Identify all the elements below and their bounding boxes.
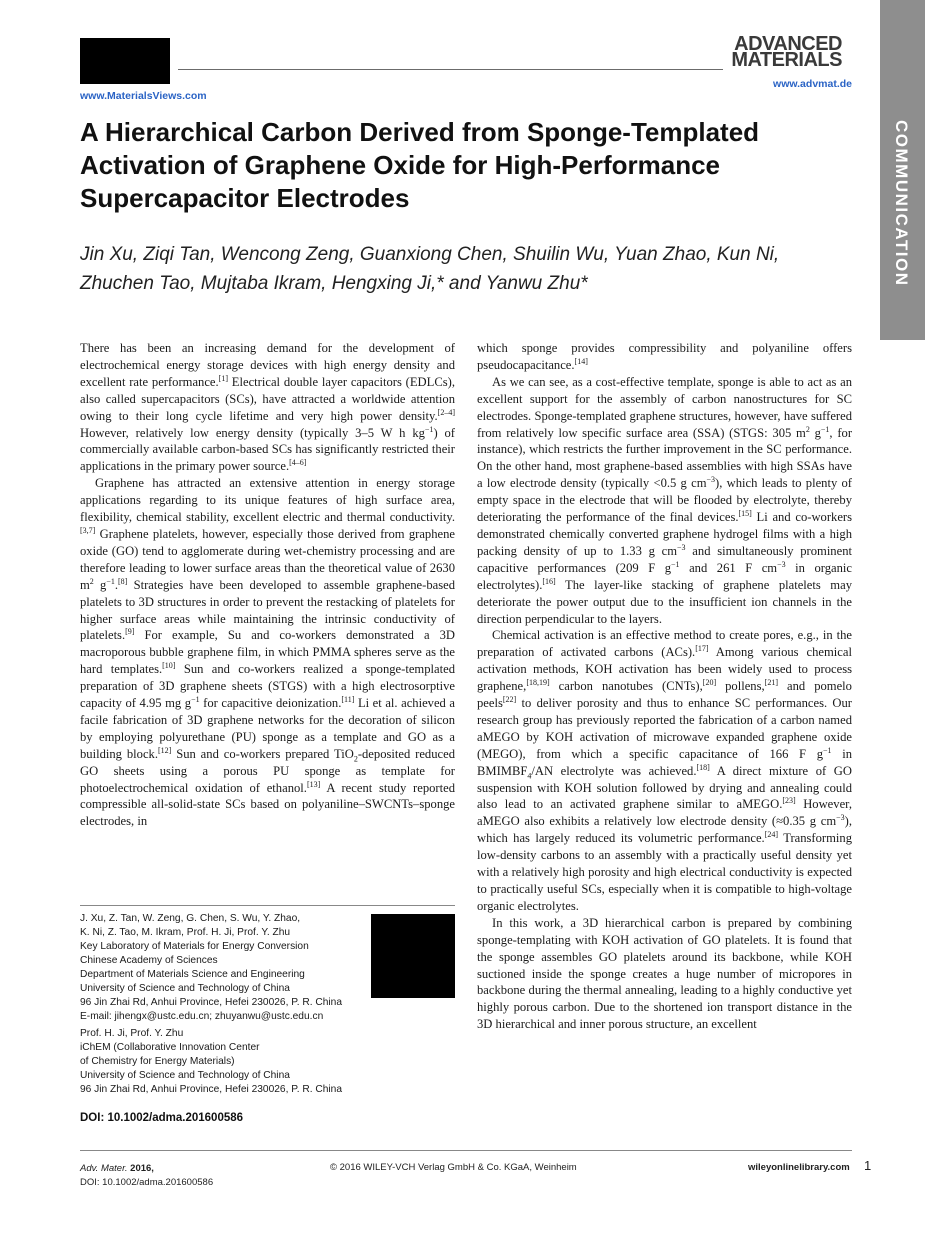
paragraph: There has been an increasing demand for the development of electrochemical energy storage devices with high energy density and excellent rate performance.[1] Electrical double layer capacitors (EDLCs), also called supercapacitors (SCs), have attracted a worldwide attention owing to their long cycle lifetime and very high power density.[2–4] However, relatively low energy density (typically 3–5 W h $kg^{-1}$) of commercially available carbon-based SCs has significantly restricted their applications in the primary power source.[4–6] <box>80 341 455 474</box>
page-number: 1 <box>864 1158 872 1173</box>
advmat-link[interactable]: www.advmat.de <box>773 78 852 90</box>
footer-rule <box>80 1150 852 1151</box>
article-title: A Hierarchical Carbon Derived from Sponge-Templated Activation of Graphene Oxide for High-Performance Supercapacitor Electrodes <box>80 117 760 213</box>
affiliation-line: Chinese Academy of Sciences <box>80 955 218 966</box>
affiliation-line: 96 Jin Zhai Rd, Anhui Province, Hefei 230026, P. R. China <box>80 1084 343 1095</box>
section-tab-label: COMMUNICATION <box>892 120 911 287</box>
affiliation-line: J. Xu, Z. Tan, W. Zeng, G. Chen, S. Wu, Y. Zhao, <box>80 913 301 924</box>
logo-line-materials: MATERIALS <box>731 49 842 71</box>
author-list <box>80 240 840 298</box>
author-line-1: Jin Xu, Ziqi Tan, Wencong Zeng, Guanxiong Chen, Shuilin Wu, Yuan Zhao, Kun Ni, <box>80 244 780 265</box>
header-black-block <box>80 38 170 84</box>
body-column-left <box>80 340 455 830</box>
paragraph: Chemical activation is an effective method to create pores, e.g., in the preparation of activated carbons (ACs).[17] Among various chemical activation methods, KOH activation has been widely used to process graphene,[18,19] carbon nanotubes (CNTs),[20] pollens,[21] and pomelo peels[22] to deliver porosity and thus to enhance SC performances. Our research group has previously reported the fabrication of a carbon named aMEGO by KOH activation of microwave expanded graphene oxide (MEGO), from which a specific capacitance of 166 F $g^{-1}$ in $BMIMBF_4/AN$ electrolyte was achieved.[18] A direct mixture of GO suspension with KOH solution followed by drying and annealing could also lead to an activated graphene similar to aMEGO.[23] However, aMEGO also exhibits a relatively low electrode density (≈0.35 g $cm^{-3}$), which has largely reduced its volumetric performance.[24] Transforming low-density carbons to an assembly with a practically useful density yet with a relatively high porosity and high electrical conductivity is expected to practically useful SCs, especially when it is compatible to high-voltage organic electrolytes. <box>477 628 853 913</box>
footer-citation <box>80 1162 213 1189</box>
affiliation-line: of Chemistry for Energy Materials) <box>80 1056 235 1067</box>
article-doi[interactable]: DOI: 10.1002/adma.201600586 <box>80 1112 244 1124</box>
materials-views-link[interactable]: www.MaterialsViews.com <box>80 90 207 102</box>
affiliation-rule <box>80 905 455 906</box>
affiliation-block <box>80 912 380 1097</box>
author-line-2: Zhuchen Tao, Mujtaba Ikram, Hengxing Ji,* and Yanwu Zhu* <box>80 273 588 294</box>
affiliation-line: K. Ni, Z. Tao, M. Ikram, Prof. H. Ji, Prof. Y. Zhu <box>80 927 291 938</box>
logo-line-advanced: ADVANCED <box>734 33 842 55</box>
affiliation-email[interactable]: E-mail: jihengx@ustc.edu.cn; zhuyanwu@ustc.edu.cn <box>80 1011 324 1022</box>
footer-journal: Adv. Mater. <box>80 1163 128 1174</box>
body-column-right <box>477 340 852 1033</box>
affiliation-line: University of Science and Technology of China <box>80 983 290 994</box>
paragraph: As we can see, as a cost-effective template, sponge is able to act as an excellent support for the assembly of carbon nanostructures for SC electrodes. Sponge-templated graphene structures, however, have suffered from relatively low specific surface area (SSA) (STGS: 305 $m^2$ $g^{-1}$, for instance), which restricts the further improvement in the SC performance. On the other hand, most graphene-based assemblies with high SSAs have a low electrode density (typically <0.5 g $cm^{-3}$), which leads to plenty of empty space in the electrode that will be flooded by electrolyte, thereby deteriorating the performance of the final devices.[15] Li and co-workers demonstrated chemically converted graphene hydrogel films with a high packing density of up to 1.33 g $cm^{-3}$ and simultaneously prominent capacitive performances (209 F $g^{-1}$ and 261 F $cm^{-3}$ in organic electrolytes).[16] The layer-like stacking of graphene platelets may deteriorate the power output due to the insufficient ion channels in the direction perpendicular to the layers. <box>477 374 853 626</box>
qr-code-placeholder <box>371 914 455 998</box>
footer-year: 2016, <box>130 1163 154 1174</box>
affiliation-line: University of Science and Technology of China <box>80 1070 290 1081</box>
affiliation-line: iChEM (Collaborative Innovation Center <box>80 1042 260 1053</box>
section-tab <box>880 0 925 340</box>
paragraph: Graphene has attracted an extensive attention in energy storage applications regarding to its unique features of high surface area, flexibility, chemical stability, excellent electric and thermal conductivity.[3,7] Graphene platelets, however, especially those derived from graphene oxide (GO) tend to agglomerate during wet-chemistry processing and are therefore leading to lower surface areas than the theoretical value of 2630 $m^2$ $g^{-1}.[8]$ Strategies have been developed to assemble graphene-based platelets to 3D structures in order to prevent the restacking of platelets for higher surface areas while maintaining the intrinsic conductivity of platelets.[9] For example, Su and co-workers demonstrated a 3D macroporous bubble graphene film, in which PMMA spheres serve as the hard templates.[10] Sun and co-workers realized a sponge-templated preparation of 3D graphene sheets (STGS) with a high electrosorptive capacity of 4.95 mg $g^{-1}$ for capacitive deionization.[11] Li et al. achieved a facile fabrication of 3D graphene networks for the decoration of silicon by employing polyurethane (PU) sponge as a template and GO as a building block.[12] Sun and co-workers prepared TiO$_2$-deposited reduced GO sheets using a porous PU sponge as template for photoelectrochemical oxidation of ethanol.[13] A recent study reported compressible all-solid-state SCs based on polyaniline–SWCNTs–sponge electrodes, in <box>80 476 456 829</box>
paragraph: In this work, a 3D hierarchical carbon is prepared by combining sponge-templating with KOH activation of GO platelets. It is found that the sponge assembles GO platelets around its backbone, while KOH suctioned inside the sponge creates a huge number of micropores in backbone during the thermal annealing, leading to a highly conductive yet highly porous carbon. Due to the shortened ion transport distance in the 3D hierarchical and inner porous structure, an excellent <box>477 915 852 1032</box>
footer-copyright: © 2016 WILEY-VCH Verlag GmbH & Co. KGaA, Weinheim <box>330 1162 577 1173</box>
paragraph: which sponge provides compressibility and polyaniline offers pseudocapacitance.[14] <box>477 341 852 372</box>
affiliation-line: Prof. H. Ji, Prof. Y. Zhu <box>80 1028 184 1039</box>
footer-site-link[interactable]: wileyonlinelibrary.com <box>748 1162 850 1173</box>
affiliation-line: 96 Jin Zhai Rd, Anhui Province, Hefei 230026, P. R. China <box>80 997 343 1008</box>
affiliation-line: Department of Materials Science and Engineering <box>80 969 305 980</box>
journal-logo <box>730 33 842 71</box>
affiliation-line: Key Laboratory of Materials for Energy Conversion <box>80 941 309 952</box>
footer-doi[interactable]: DOI: 10.1002/adma.201600586 <box>80 1176 214 1188</box>
header-rule <box>178 69 723 70</box>
